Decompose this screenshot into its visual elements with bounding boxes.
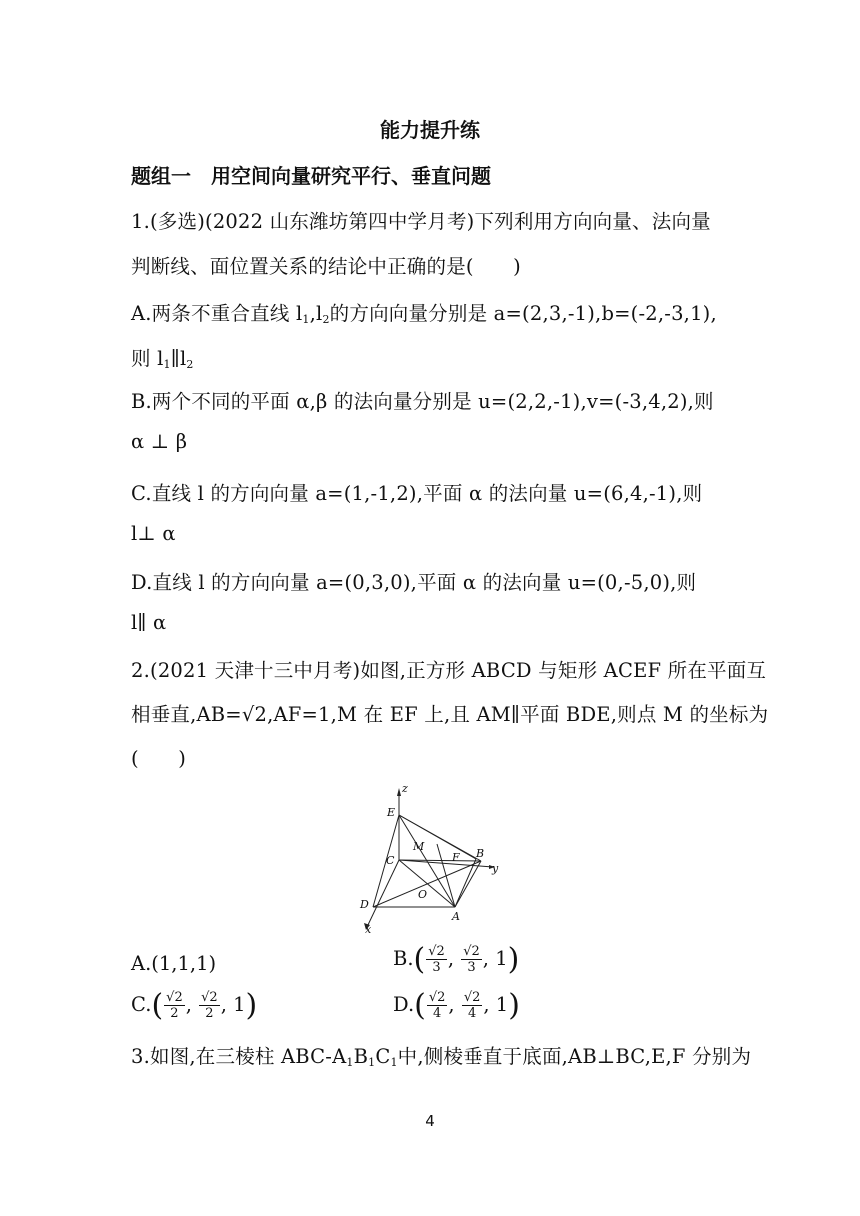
sub: 1: [390, 1056, 398, 1069]
comma: ,: [220, 993, 234, 1016]
numerator: √2: [428, 944, 445, 959]
geometry-figure: [355, 780, 505, 935]
denominator: 3: [432, 960, 441, 975]
q2-option-b: [393, 942, 519, 977]
one: 1: [495, 993, 509, 1016]
numerator: √2: [166, 990, 183, 1005]
denominator: 4: [467, 1006, 477, 1021]
label-z: z: [402, 782, 408, 795]
fraction: [199, 990, 220, 1021]
fraction: [164, 990, 185, 1021]
paren: ): [508, 988, 520, 1023]
numerator: √2: [428, 990, 446, 1005]
paren: ): [245, 988, 258, 1023]
sub: 2: [322, 313, 330, 326]
label-c: C: [386, 854, 395, 867]
q2-line-1: 2.(2021 天津十三中月考)如图,正方形 ABCD 与矩形 ACEF 所在平面互: [131, 659, 767, 682]
page-title: 能力提升练: [380, 118, 480, 142]
page-number: 4: [425, 1112, 435, 1130]
label: C.: [131, 993, 152, 1016]
q2-option-c: [131, 988, 257, 1023]
q1-option-c-line-2: l⊥ α: [131, 522, 176, 545]
comma: ,: [448, 993, 461, 1016]
comma: ,: [483, 993, 496, 1016]
q1-option-a-line-1: [131, 298, 717, 326]
sqrt-two: √2: [241, 703, 268, 726]
label-e: E: [387, 806, 396, 819]
q1-stem-line-1: 1.(多选)(2022 山东潍坊第四中学月考)下列利用方向向量、法向量: [131, 210, 711, 233]
comma: ,: [447, 947, 461, 970]
q1-option-b-line-1: B.两个不同的平面 α,β 的法向量分别是 u=(2,2,-1),v=(-3,4,2),则: [131, 390, 714, 413]
q2-line-2: [131, 699, 768, 727]
paren: (: [414, 988, 426, 1023]
q2-option-a: A.(1,1,1): [131, 952, 217, 975]
q1-option-a-line-2: [131, 343, 194, 371]
label-m: M: [413, 840, 425, 853]
label-o: O: [418, 888, 428, 901]
text: 则 l: [131, 347, 164, 370]
q1-stem-line-2: 判断线、面位置关系的结论中正确的是( ): [131, 255, 521, 278]
label-x: x: [365, 923, 372, 935]
text: 相垂直,AB=: [131, 703, 242, 726]
sub: 1: [302, 313, 310, 326]
paren: (: [151, 988, 164, 1023]
label: D.: [393, 993, 415, 1016]
q2-option-d: [393, 988, 520, 1023]
comma: ,: [482, 947, 496, 970]
label-d: D: [360, 898, 369, 911]
text: ,AF=1,M 在 EF 上,且 AM∥平面 BDE,则点 M 的坐标为: [267, 703, 769, 726]
text: 中,侧棱垂直于底面,AB⊥BC,E,F 分别为: [397, 1045, 752, 1068]
one: 1: [495, 947, 508, 970]
sub: 1: [368, 1056, 376, 1069]
denominator: 2: [205, 1006, 214, 1021]
one: 1: [233, 993, 246, 1016]
numerator: √2: [463, 990, 481, 1005]
q3-line-1: [131, 1041, 751, 1069]
label-y: y: [492, 862, 499, 875]
denominator: 3: [467, 960, 476, 975]
sub: 1: [346, 1056, 354, 1069]
sub: 2: [186, 358, 194, 371]
sub: 1: [163, 358, 171, 371]
label-b: B: [476, 847, 485, 860]
fraction: [461, 944, 482, 975]
q1-option-d-line-2: l∥ α: [131, 611, 167, 634]
label-f: F: [452, 851, 460, 864]
label: B.: [393, 947, 414, 970]
text: B: [353, 1045, 369, 1068]
q1-option-d-line-1: D.直线 l 的方向向量 a=(0,3,0),平面 α 的法向量 u=(0,-5,0),则: [131, 571, 697, 594]
z-axis-arrow-icon: [397, 788, 401, 796]
text: ∥l: [170, 347, 187, 370]
denominator: 4: [433, 1006, 442, 1021]
text: 的方向向量分别是 a=(2,3,-1),b=(-2,-3,1),: [329, 302, 717, 325]
section-title: 题组一 用空间向量研究平行、垂直问题: [131, 164, 491, 188]
comma: ,: [185, 993, 199, 1016]
fraction: [426, 944, 447, 975]
numerator: √2: [201, 990, 218, 1005]
fraction: [427, 990, 448, 1021]
q1-option-b-line-2: α ⊥ β: [131, 430, 188, 453]
denominator: 2: [170, 1006, 179, 1021]
text: C: [375, 1045, 391, 1068]
fraction: [462, 990, 483, 1021]
paren: (: [413, 942, 426, 977]
numerator: √2: [463, 944, 480, 959]
text: A.两条不重合直线 l: [131, 302, 303, 325]
label-a: A: [452, 910, 460, 923]
paren: ): [507, 942, 520, 977]
q2-line-3: ( ): [131, 747, 187, 770]
text: 3.如图,在三棱柱 ABC-A: [131, 1045, 347, 1068]
q1-option-c-line-1: C.直线 l 的方向向量 a=(1,-1,2),平面 α 的法向量 u=(6,4,-1),则: [131, 482, 703, 505]
text: ,l: [309, 302, 323, 325]
